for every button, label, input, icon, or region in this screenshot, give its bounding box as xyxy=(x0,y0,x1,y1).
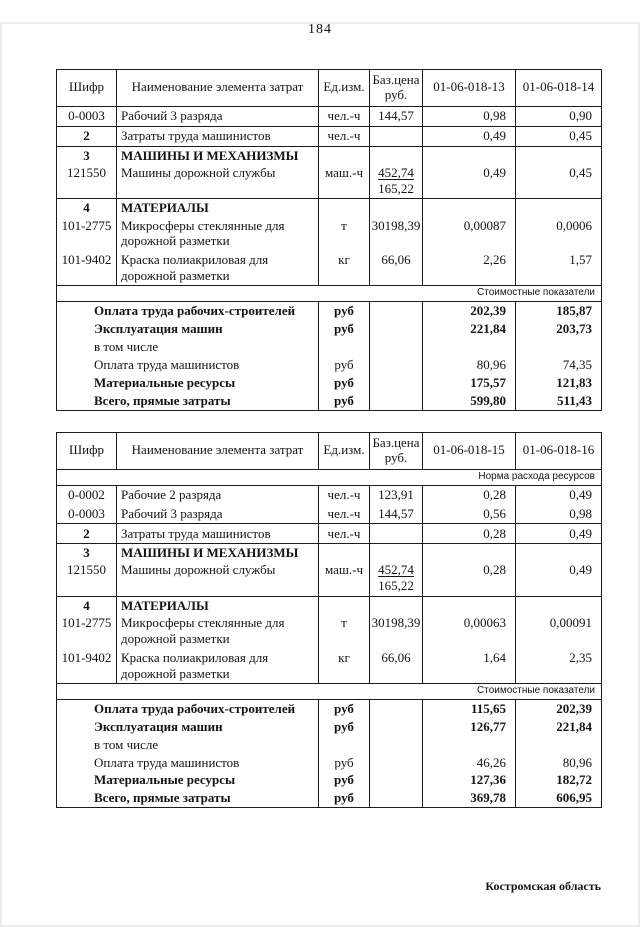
cost-value-a: 46,26 xyxy=(423,754,516,772)
price-numerator: 452,74 xyxy=(378,164,414,180)
row-unit: чел.-ч xyxy=(319,126,370,146)
cost-unit: руб xyxy=(319,754,370,772)
header-base-price-line1: Баз.цена xyxy=(372,72,420,87)
row-unit: чел.-ч xyxy=(319,504,370,523)
header-base-price xyxy=(370,70,423,107)
row-price-fraction xyxy=(370,561,423,596)
cost-price xyxy=(370,699,423,717)
cost-row xyxy=(57,754,602,772)
cost-price xyxy=(370,789,423,807)
row-value-a xyxy=(423,199,516,216)
row-value-a: 0,28 xyxy=(423,524,516,544)
cost-row-total xyxy=(57,789,602,807)
cost-label: Всего, прямые затраты xyxy=(57,392,319,410)
cost-value-b: 185,87 xyxy=(556,303,592,319)
scanned-document-page xyxy=(0,22,640,927)
row-value-a: 0,98 xyxy=(423,106,516,126)
cost-value-a xyxy=(423,338,516,356)
table-row xyxy=(57,106,602,126)
cost-value-a: 221,84 xyxy=(423,320,516,338)
row-price: 144,57 xyxy=(370,504,423,523)
cost-unit: руб xyxy=(319,302,370,320)
row-price: 66,06 xyxy=(370,251,423,286)
cost-value-a: 175,57 xyxy=(423,374,516,392)
row-unit: т xyxy=(319,614,370,649)
table-row xyxy=(57,648,602,683)
cost-value-a: 202,39 xyxy=(423,302,516,320)
cost-unit xyxy=(319,736,370,754)
cost-row xyxy=(57,356,602,374)
row-value-a: 0,00063 xyxy=(423,614,516,649)
table-row xyxy=(57,485,602,504)
row-value-a: 2,26 xyxy=(423,251,516,286)
cost-value-b: 121,83 xyxy=(556,374,592,390)
row-unit: чел.-ч xyxy=(319,485,370,504)
row-price: 30198,39 xyxy=(370,614,423,649)
row-value-b: 0,49 xyxy=(569,562,592,578)
row-name: Машины дорожной службы xyxy=(117,561,319,596)
section-number: 3 xyxy=(57,146,117,163)
table-row xyxy=(57,126,602,146)
cost-label: Оплата труда машинистов xyxy=(57,754,319,772)
section-row xyxy=(57,146,602,163)
row-unit: кг xyxy=(319,251,370,286)
row-code: 121550 xyxy=(57,163,117,198)
cost-price xyxy=(370,356,423,374)
section-row xyxy=(57,596,602,613)
header-unit: Ед.изм. xyxy=(319,70,370,107)
cost-unit: руб xyxy=(319,699,370,717)
row-name: Рабочие 2 разряда xyxy=(117,485,319,504)
cost-price xyxy=(370,754,423,772)
cost-unit: руб xyxy=(319,771,370,789)
cost-unit: руб xyxy=(319,392,370,410)
note-cost-indicators: Стоимостные показатели xyxy=(57,286,602,302)
cost-row xyxy=(57,718,602,736)
row-value-b: 0,00091 xyxy=(549,615,592,631)
row-value-b: 0,49 xyxy=(516,524,602,544)
table-row xyxy=(57,504,602,523)
cost-label: Оплата труда машинистов xyxy=(57,356,319,374)
row-name: Краска полиакриловая для дорожной разметки xyxy=(117,648,319,683)
cost-label: Материальные ресурсы xyxy=(57,374,319,392)
row-price xyxy=(370,126,423,146)
row-price xyxy=(370,146,423,163)
cost-value-b: 221,84 xyxy=(556,718,592,734)
row-code: 0-0003 xyxy=(57,504,117,523)
row-unit xyxy=(319,596,370,613)
row-unit: т xyxy=(319,216,370,251)
row-code: 101-9402 xyxy=(57,251,117,286)
estimate-table-2 xyxy=(56,432,602,808)
row-unit: чел.-ч xyxy=(319,106,370,126)
row-unit xyxy=(319,146,370,163)
table-row xyxy=(57,251,602,286)
row-value-a: 0,56 xyxy=(423,504,516,523)
section-title: МАТЕРИАЛЫ xyxy=(117,596,319,613)
row-name: Рабочий 3 разряда xyxy=(117,504,319,523)
row-name: Микросферы стеклянные для дорожной разметки xyxy=(117,614,319,649)
row-unit xyxy=(319,544,370,561)
header-base-price xyxy=(370,432,423,469)
cost-value-b: 511,43 xyxy=(556,392,592,408)
cost-unit xyxy=(319,338,370,356)
row-value-a xyxy=(423,596,516,613)
row-value-b: 0,90 xyxy=(569,108,592,124)
header-code: Шифр xyxy=(57,432,117,469)
section-row xyxy=(57,544,602,561)
cost-value-b xyxy=(516,736,602,754)
cost-value-a xyxy=(423,736,516,754)
section-number: 4 xyxy=(57,596,117,613)
cost-price xyxy=(370,392,423,410)
cost-value-b: 182,72 xyxy=(556,772,592,788)
row-code: 121550 xyxy=(57,561,117,596)
row-price: 144,57 xyxy=(370,106,423,126)
row-code: 101-2775 xyxy=(57,216,117,251)
table-row xyxy=(57,524,602,544)
cost-value-b: 606,95 xyxy=(556,790,592,806)
row-unit: маш.-ч xyxy=(319,163,370,198)
row-price-fraction xyxy=(370,163,423,198)
row-unit: маш.-ч xyxy=(319,561,370,596)
cost-price xyxy=(370,736,423,754)
header-unit: Ед.изм. xyxy=(319,432,370,469)
row-name: Затраты труда машинистов xyxy=(117,126,319,146)
section-number: 3 xyxy=(57,544,117,561)
cost-value-b: 202,39 xyxy=(556,700,592,716)
header-name: Наименование элемента затрат xyxy=(117,70,319,107)
price-denominator: 165,22 xyxy=(378,578,414,594)
price-denominator: 165,22 xyxy=(378,180,414,196)
header-name: Наименование элемента затрат xyxy=(117,432,319,469)
cost-row xyxy=(57,320,602,338)
row-value-a xyxy=(423,544,516,561)
cost-row xyxy=(57,771,602,789)
note-cost-indicators: Стоимостные показатели xyxy=(57,683,602,699)
price-numerator: 452,74 xyxy=(378,562,414,578)
row-price: 66,06 xyxy=(370,648,423,683)
row-code: 0-0003 xyxy=(57,106,117,126)
cost-value-a: 369,78 xyxy=(423,789,516,807)
row-price: 123,91 xyxy=(370,485,423,504)
row-name: Машины дорожной службы xyxy=(117,163,319,198)
row-code: 101-9402 xyxy=(57,648,117,683)
row-value-b xyxy=(516,199,602,216)
row-price: 30198,39 xyxy=(370,216,423,251)
cost-label: Эксплуатация машин xyxy=(57,320,319,338)
cost-unit: руб xyxy=(319,789,370,807)
row-code: 0-0002 xyxy=(57,485,117,504)
row-unit: кг xyxy=(319,648,370,683)
cost-value-a: 115,65 xyxy=(423,699,516,717)
section-title: МАТЕРИАЛЫ xyxy=(117,199,319,216)
cost-row xyxy=(57,699,602,717)
note-row xyxy=(57,683,602,699)
table-row xyxy=(57,561,602,596)
row-value-a: 0,49 xyxy=(423,126,516,146)
header-norm-b: 01-06-018-16 xyxy=(516,432,602,469)
row-value-b xyxy=(516,146,602,163)
header-norm-a: 01-06-018-13 xyxy=(423,70,516,107)
note-row xyxy=(57,469,602,485)
cost-value-b: 203,73 xyxy=(556,321,592,337)
cost-label: Оплата труда рабочих-строителей xyxy=(57,302,319,320)
cost-label: Эксплуатация машин xyxy=(57,718,319,736)
row-name: Затраты труда машинистов xyxy=(117,524,319,544)
cost-unit: руб xyxy=(319,356,370,374)
cost-label: Всего, прямые затраты xyxy=(57,789,319,807)
row-price xyxy=(370,199,423,216)
row-value-b: 0,0006 xyxy=(556,217,592,233)
note-row xyxy=(57,286,602,302)
section-title: МАШИНЫ И МЕХАНИЗМЫ xyxy=(117,544,319,561)
row-unit: чел.-ч xyxy=(319,524,370,544)
cost-label: Оплата труда рабочих-строителей xyxy=(57,699,319,717)
header-base-price-line2: руб. xyxy=(384,449,408,465)
header-base-price-line2: руб. xyxy=(384,86,408,102)
cost-unit: руб xyxy=(319,320,370,338)
table-row xyxy=(57,614,602,649)
row-value-a: 0,00087 xyxy=(423,216,516,251)
cost-price xyxy=(370,374,423,392)
cost-value-b: 74,35 xyxy=(562,357,592,373)
cost-unit: руб xyxy=(319,374,370,392)
cost-price xyxy=(370,718,423,736)
header-base-price-line1: Баз.цена xyxy=(372,434,420,450)
cost-value-b xyxy=(516,338,602,356)
row-name: Рабочий 3 разряда xyxy=(117,106,319,126)
row-value-a: 0,49 xyxy=(423,163,516,198)
row-value-b: 0,98 xyxy=(569,505,592,521)
row-value-b: 0,49 xyxy=(569,487,592,502)
row-price xyxy=(370,524,423,544)
table-header-row xyxy=(57,70,602,107)
page-number: 184 xyxy=(308,22,332,37)
row-value-a xyxy=(423,146,516,163)
table-row xyxy=(57,216,602,251)
row-value-a: 0,28 xyxy=(423,485,516,504)
cost-row xyxy=(57,374,602,392)
cost-row xyxy=(57,736,602,754)
row-code: 101-2775 xyxy=(57,614,117,649)
note-resource-norms: Норма расхода ресурсов xyxy=(57,469,602,485)
row-value-b xyxy=(516,596,602,613)
row-code: 2 xyxy=(57,126,117,146)
header-code: Шифр xyxy=(57,70,117,107)
cost-value-a: 127,36 xyxy=(423,771,516,789)
table-row xyxy=(57,163,602,198)
cost-label: в том числе xyxy=(57,338,319,356)
row-value-b: 1,57 xyxy=(569,252,592,268)
estimate-table-1 xyxy=(56,69,602,411)
cost-row xyxy=(57,302,602,320)
row-value-a: 1,64 xyxy=(423,648,516,683)
cost-price xyxy=(370,338,423,356)
row-code: 2 xyxy=(57,524,117,544)
cost-value-a: 599,80 xyxy=(423,392,516,410)
region-footer-label: Костромская область xyxy=(485,879,601,893)
row-name: Краска полиакриловая для дорожной разметки xyxy=(117,251,319,286)
row-value-b: 2,35 xyxy=(569,649,592,665)
cost-label: в том числе xyxy=(57,736,319,754)
cost-row xyxy=(57,338,602,356)
cost-value-b: 80,96 xyxy=(562,754,592,770)
section-number: 4 xyxy=(57,199,117,216)
row-value-b: 0,45 xyxy=(569,164,592,180)
cost-price xyxy=(370,320,423,338)
cost-price xyxy=(370,771,423,789)
header-norm-b: 01-06-018-14 xyxy=(516,70,602,107)
cost-value-a: 126,77 xyxy=(423,718,516,736)
cost-unit: руб xyxy=(319,718,370,736)
row-name: Микросферы стеклянные для дорожной разметки xyxy=(117,216,319,251)
header-norm-a: 01-06-018-15 xyxy=(423,432,516,469)
row-value-b xyxy=(516,544,602,561)
cost-row-total xyxy=(57,392,602,410)
row-unit xyxy=(319,199,370,216)
cost-value-a: 80,96 xyxy=(423,356,516,374)
table-header-row xyxy=(57,432,602,469)
cost-price xyxy=(370,302,423,320)
row-price xyxy=(370,596,423,613)
cost-label: Материальные ресурсы xyxy=(57,771,319,789)
row-price xyxy=(370,544,423,561)
section-title: МАШИНЫ И МЕХАНИЗМЫ xyxy=(117,146,319,163)
section-row xyxy=(57,199,602,216)
row-value-a: 0,28 xyxy=(423,561,516,596)
row-value-b: 0,45 xyxy=(516,126,602,146)
